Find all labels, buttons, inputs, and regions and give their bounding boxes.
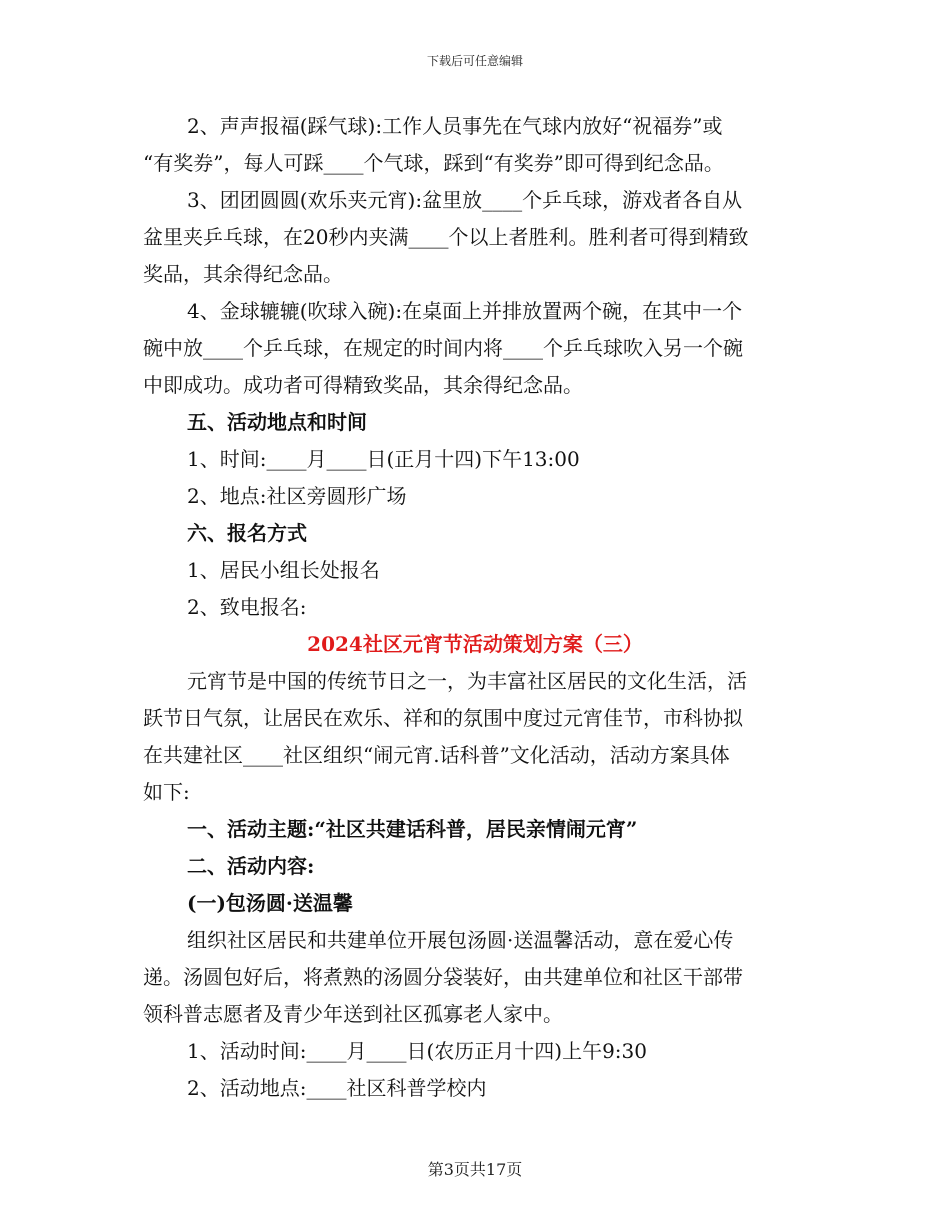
- paragraph-line: 在共建社区____社区组织“闹元宵.话科普”文化活动，活动方案具体: [143, 743, 730, 767]
- paragraph-line: 1、时间:____月____日(正月十四)下午13:00: [187, 447, 580, 471]
- paragraph-line: 盆里夹乒乓球，在20秒内夹满____个以上者胜利。胜利者可得到精致: [143, 225, 749, 249]
- paragraph-line: 2、地点:社区旁圆形广场: [187, 484, 407, 508]
- section-heading: 六、报名方式: [187, 521, 307, 545]
- paragraph-line: 递。汤圆包好后，将煮熟的汤圆分袋装好，由共建单位和社区干部带: [143, 965, 743, 989]
- paragraph-line: 1、居民小组长处报名: [187, 558, 380, 582]
- paragraph-line: 元宵节是中国的传统节日之一，为丰富社区居民的文化生活，活: [187, 669, 747, 693]
- paragraph-line: 2、活动地点:____社区科普学校内: [187, 1076, 487, 1100]
- paragraph-line: 碗中放____个乒乓球，在规定的时间内将____个乒乓球吹入另一个碗: [143, 336, 743, 360]
- section-heading: 五、活动地点和时间: [187, 410, 367, 434]
- paragraph-line: “有奖券”，每人可踩____个气球，踩到“有奖券”即可得到纪念品。: [143, 151, 724, 175]
- paragraph-line: 中即成功。成功者可得精致奖品，其余得纪念品。: [143, 373, 583, 397]
- paragraph-line: 2、声声报福(踩气球):工作人员事先在气球内放好“祝福券”或: [187, 114, 723, 138]
- paragraph-line: 1、活动时间:____月____日(农历正月十四)上午9:30: [187, 1039, 647, 1063]
- section-title: 2024社区元宵节活动策划方案（三）: [307, 632, 643, 656]
- paragraph-line: 奖品，其余得纪念品。: [143, 262, 343, 286]
- paragraph-line: 2、致电报名:: [187, 595, 307, 619]
- paragraph-line: 领科普志愿者及青少年送到社区孤寡老人家中。: [143, 1002, 563, 1026]
- section-heading: (一)包汤圆·送温馨: [187, 891, 353, 915]
- paragraph-line: 组织社区居民和共建单位开展包汤圆·送温馨活动，意在爱心传: [187, 928, 734, 952]
- section-heading: 二、活动内容:: [187, 854, 315, 878]
- document-body: [143, 108, 807, 1107]
- paragraph-line: 跃节日气氛，让居民在欢乐、祥和的氛围中度过元宵佳节，市科协拟: [143, 706, 743, 730]
- paragraph-line: 4、金球辘辘(吹球入碗):在桌面上并排放置两个碗，在其中一个: [187, 299, 743, 323]
- paragraph-line: 如下:: [143, 780, 190, 804]
- page-number: 第3页共17页: [427, 1160, 523, 1179]
- paragraph-line: 3、团团圆圆(欢乐夹元宵):盆里放____个乒乓球，游戏者各自从: [187, 188, 743, 212]
- header-note: 下载后可任意编辑: [426, 54, 523, 68]
- section-heading: 一、活动主题:“社区共建话科普，居民亲情闹元宵”: [187, 817, 638, 841]
